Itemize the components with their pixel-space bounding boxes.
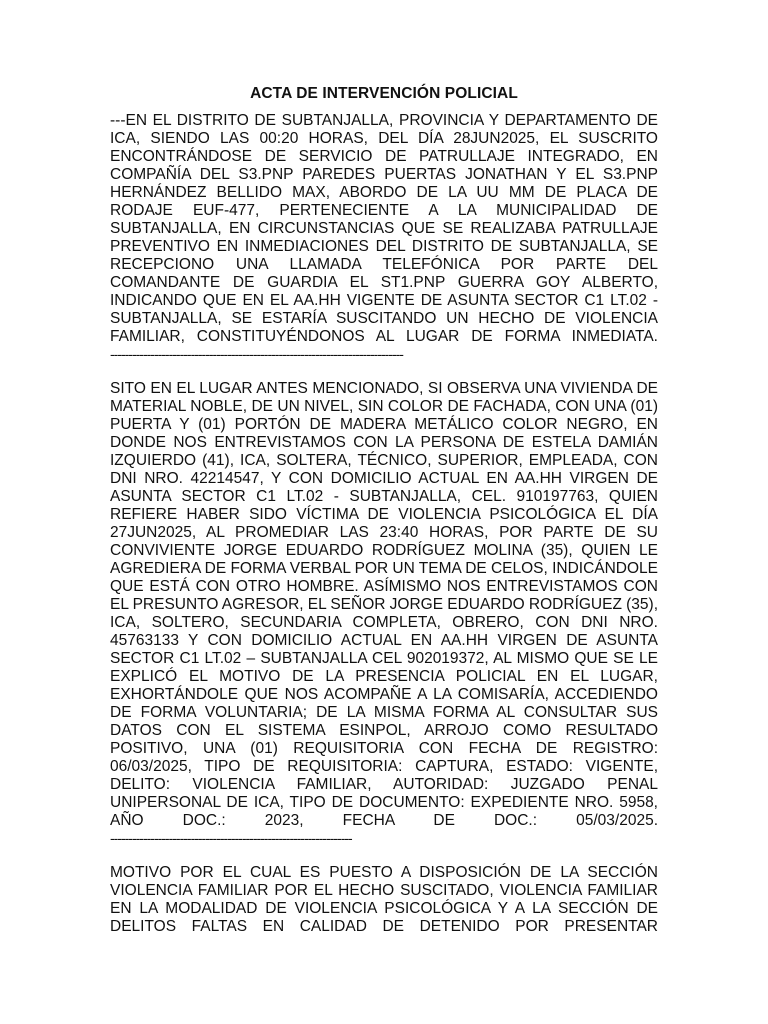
paragraph-gap: [110, 846, 658, 864]
paragraph-intervention-start: ---EN EL DISTRITO DE SUBTANJALLA, PROVINCIA Y DEPARTAMENTO DE ICA, SIENDO LAS 00:20 HORAS, DEL DÍA 28JUN2025, EL SUSCRITO ENCONTRÁNDOSE DE SERVICIO DE PATRULLAJE INTEGRADO, EN COMPAÑÍA DEL S3.PNP PAREDES PUERTAS JONATHAN Y EL S3.PNP HERNÁNDEZ BELLIDO MAX, ABORDO DE LA UU MM DE PLACA DE RODAJE EUF-477, PERTENECIENTE A LA MUNICIPALIDAD DE SUBTANJALLA, EN CIRCUNSTANCIAS QUE SE REALIZABA PATRULLAJE PREVENTIVO EN INMEDIACIONES DEL DISTRITO DE SUBTANJALLA, SE RECEPCIONO UNA LLAMADA TELEFÓNICA POR PARTE DEL COMANDANTE DE GUARDIA EL ST1.PNP GUERRA GOY ALBERTO, INDICANDO QUE EN EL AA.HH VIGENTE DE ASUNTA SECTOR C1 LT.02 - SUBTANJALLA, SE ESTARÍA SUSCITANDO UN HECHO DE VIOLENCIA FAMILIAR, CONSTITUYÉNDONOS AL LUGAR DE FORMA INMEDIATA.: [110, 112, 658, 345]
document-title: ACTA DE INTERVENCIÓN POLICIAL: [250, 85, 518, 102]
paragraph-gap: [110, 362, 658, 380]
paragraph-on-site-findings: SITO EN EL LUGAR ANTES MENCIONADO, SI OBSERVA UNA VIVIENDA DE MATERIAL NOBLE, DE UN NIVEL, SIN COLOR DE FACHADA, CON UNA (01) PUERTA Y (01) PORTÓN DE MADERA METÁLICO COLOR NEGRO, EN DONDE NOS ENTREVISTAMOS CON LA PERSONA DE ESTELA DAMIÁN IZQUIERDO (41), ICA, SOLTERA, TÉCNICO, SUPERIOR, EMPLEADA, CON DNI NRO. 42214547, Y CON DOMICILIO ACTUAL EN AA.HH VIRGEN DE ASUNTA SECTOR C1 LT.02 - SUBTANJALLA, CEL. 910197763, QUIEN REFIERE HABER SIDO VÍCTIMA DE VIOLENCIA PSICOLÓGICA EL DÍA 27JUN2025, AL PROMEDIAR LAS 23:40 HORAS, POR PARTE DE SU CONVIVIENTE JORGE EDUARDO RODRÍGUEZ MOLINA (35), QUIEN LE AGREDIERA DE FORMA VERBAL POR UN TEMA DE CELOS, INDICÁNDOLE QUE ESTÁ CON OTRO HOMBRE. ASÍMISMO NOS ENTREVISTAMOS CON EL PRESUNTO AGRESOR, EL SEÑOR JORGE EDUARDO RODRÍGUEZ (35), ICA, SOLTERO, SECUNDARIA COMPLETA, OBRERO, CON DNI NRO. 45763133 Y CON DOMICILIO ACTUAL EN AA.HH VIRGEN DE ASUNTA SECTOR C1 LT.02 – SUBTANJALLA CEL 902019372, AL MISMO QUE SE LE EXPLICÓ EL MOTIVO DE LA PRESENCIA POLICIAL EN EL LUGAR, EXHORTÁNDOLE QUE NOS ACOMPAÑE A LA COMISARÍA, ACCEDIENDO DE FORMA VOLUNTARIA; DE LA MISMA FORMA AL CONSULTAR SUS DATOS CON EL SISTEMA ESINPOL, ARROJO COMO RESULTADO POSITIVO, UNA (01) REQUISITORIA CON FECHA DE REGISTRO: 06/03/2025, TIPO DE REQUISITORIA: CAPTURA, ESTADO: VIGENTE, DELITO: VIOLENCIA FAMILIAR, AUTORIDAD: JUZGADO PENAL UNIPERSONAL DE ICA, TIPO DE DOCUMENTO: EXPEDIENTE NRO. 5958, AÑO DOC.: 2023, FECHA DE DOC.: 05/03/2025.: [110, 380, 658, 829]
separator-line: --------------------------------------------------------------------------------: [110, 346, 403, 362]
separator-line: ------------------------------------------------------------------: [110, 830, 352, 846]
paragraph-disposition: MOTIVO POR EL CUAL ES PUESTO A DISPOSICIÓN DE LA SECCIÓN VIOLENCIA FAMILIAR POR EL HECHO SUSCITADO, VIOLENCIA FAMILIAR EN LA MODALIDAD DE VIOLENCIA PSICOLÓGICA Y A LA SECCIÓN DE DELITOS FALTAS EN CALIDAD DE DETENIDO POR PRESENTAR: [110, 864, 658, 935]
document-body: [110, 112, 658, 936]
